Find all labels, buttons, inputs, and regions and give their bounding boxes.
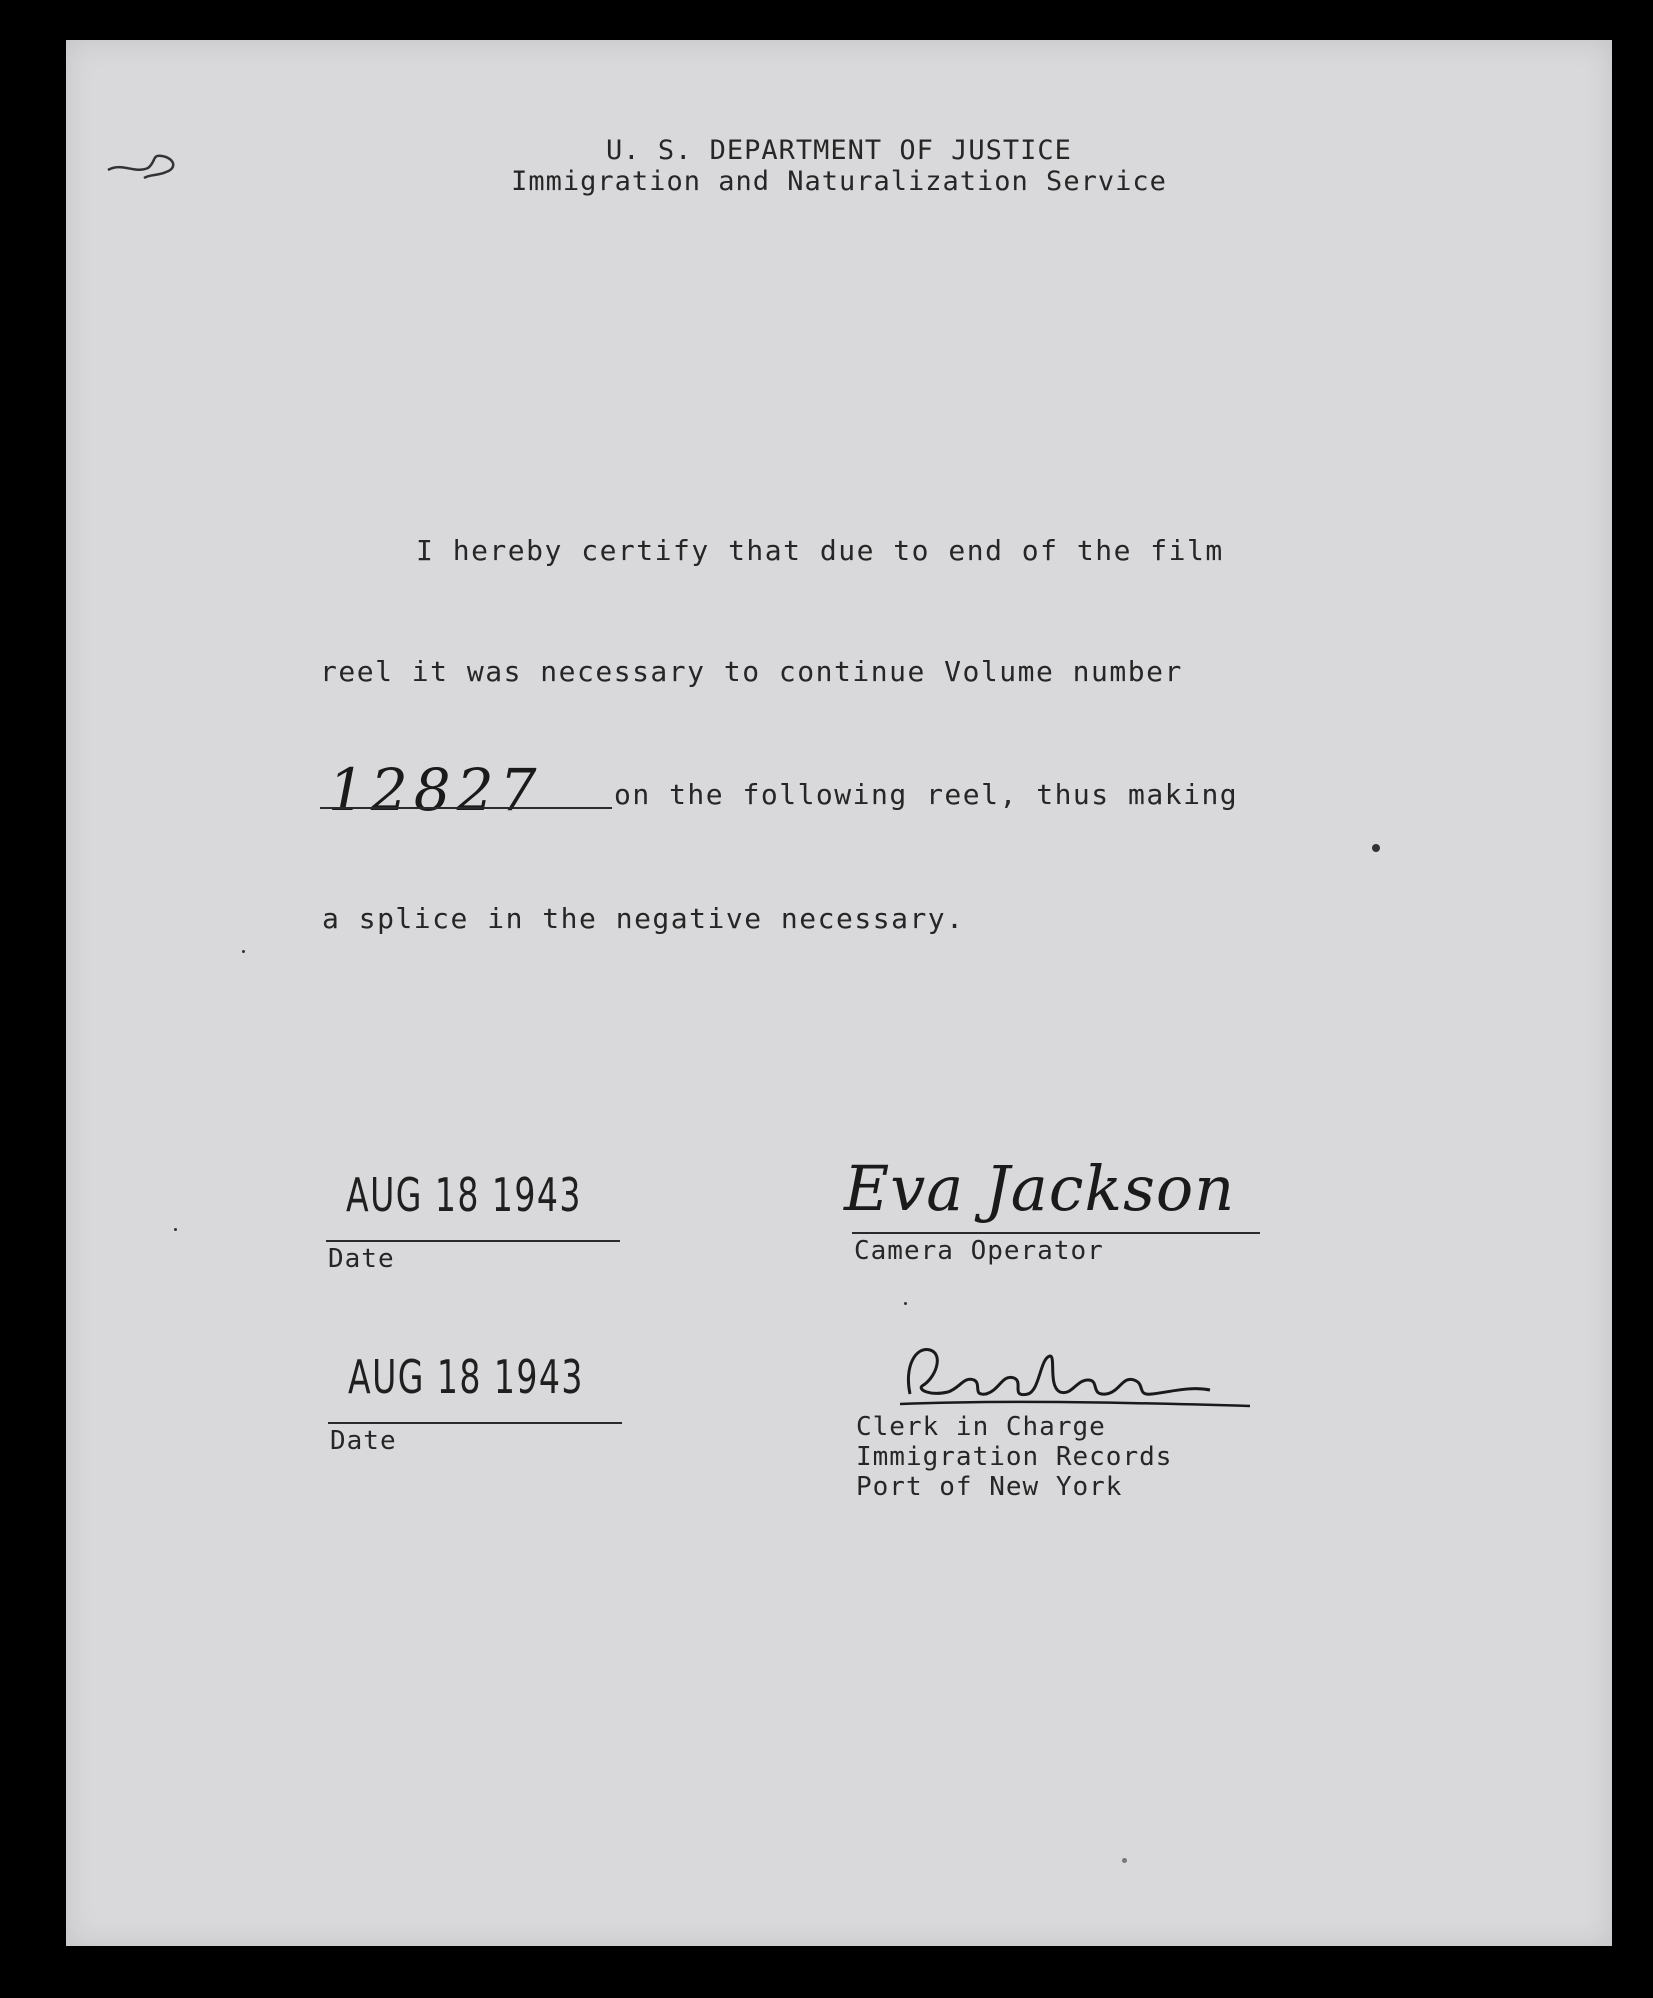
date-label-1: Date: [328, 1244, 395, 1274]
date-line-1: [326, 1240, 620, 1242]
speck: [174, 1228, 177, 1231]
date-label-2: Date: [330, 1426, 397, 1456]
camera-operator-label: Camera Operator: [854, 1236, 1104, 1266]
date-stamp-2: AUG 18 1943: [348, 1350, 584, 1404]
speck: [904, 1302, 907, 1305]
document-page: [66, 40, 1612, 1946]
clerk-role-line-2: Immigration Records: [856, 1442, 1173, 1472]
clerk-role-line-1: Clerk in Charge: [856, 1412, 1106, 1442]
date-line-2: [328, 1422, 622, 1424]
camera-operator-line: [852, 1232, 1260, 1234]
certificate-line-3: on the following reel, thus making: [614, 778, 1239, 811]
volume-number-underline: [320, 807, 612, 809]
department-title: U. S. DEPARTMENT OF JUSTICE: [606, 135, 1072, 166]
date-stamp-1: AUG 18 1943: [346, 1168, 582, 1222]
clerk-role-line-3: Port of New York: [856, 1472, 1123, 1502]
certificate-line-4: a splice in the negative necessary.: [322, 902, 965, 935]
speck: [1372, 844, 1380, 852]
speck: [242, 950, 245, 953]
certificate-line-1: I hereby certify that due to end of the film: [416, 534, 1224, 567]
service-title: Immigration and Naturalization Service: [511, 166, 1167, 197]
speck: [1122, 1858, 1127, 1863]
certificate-line-2: reel it was necessary to continue Volume number: [320, 655, 1183, 688]
volume-number-handwritten: 12827: [328, 756, 543, 824]
camera-operator-signature: Eva Jackson: [844, 1152, 1236, 1225]
clerk-signature-graphic: [890, 1336, 1270, 1416]
